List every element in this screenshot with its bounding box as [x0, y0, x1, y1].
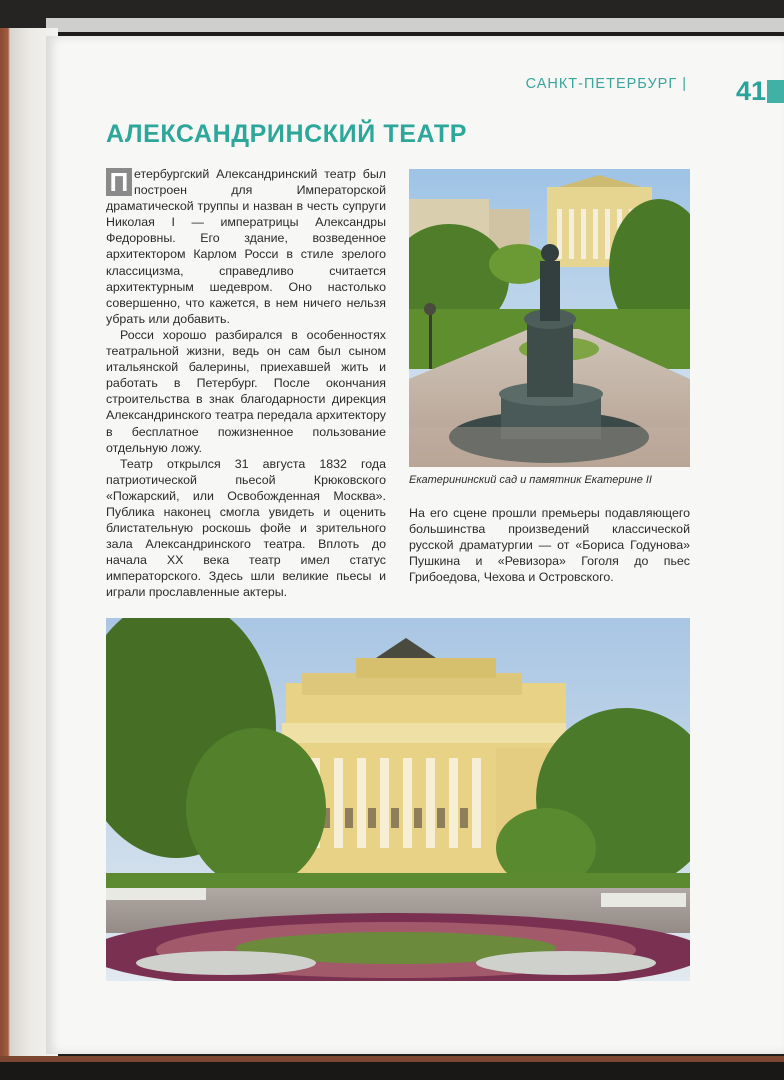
paragraph-1 [106, 166, 386, 327]
page-number: 41 [736, 76, 767, 106]
running-head: САНКТ-ПЕТЕРБУРГ | [525, 76, 687, 92]
article-title: АЛЕКСАНДРИНСКИЙ ТЕАТР [106, 120, 468, 148]
paragraph-2: Росси хорошо разбирался в особенностях театральной жизни, ведь он сам был сыном итальянской балерины, приехавшей жить и работать в Петербург. После окончания строительства в знак благодарности дирекция Александринского театра передала архитектору в бесплатное пожизненное пользование отдельную ложу. [106, 327, 386, 455]
text-column-left [106, 166, 386, 601]
paragraph-1-text: етербургский Александринский театр был построен для Императорской драматической труппы и назван в честь супруги Николая I — императрицы Александры Федоровны. Его здание, возведенное архитектором Карлом Росси в стиле зрелого классицизма, справедливо считается архитектурным шедевром. Оно настолько совершенно, что кажется, в нем ничего нельзя убрать или добавить. [106, 167, 386, 326]
drop-cap: П [106, 168, 132, 196]
scan-bottom-border [0, 1056, 784, 1080]
paragraph-4: На его сцене прошли премьеры подавляющего большинства произведений классической русской драматургии — от «Бориса Годунова» Пушкина и «Ревизора» Гоголя до пьес Грибоедова, Чехова и Островского. [409, 506, 690, 585]
page-tab-marker [767, 80, 784, 103]
photo-catherine-garden [409, 169, 690, 467]
text-column-right [409, 505, 690, 585]
photo-alexandrinsky-theatre [106, 618, 690, 981]
paragraph-3: Театр открылся 31 августа 1832 года патриотической пьесой Крюковского «Пожарский, или Освобожденная Москва». Публика наконец смогла увидеть и оценить блистательную роскошь фойе и зрительного зала Александринского театра. Вплоть до начала XX века театр имел статус императорского. Здесь шли великие пьесы и играли прославленные актеры. [106, 456, 386, 600]
scan-top-border [0, 0, 784, 30]
photo-caption-top: Екатерининский сад и памятник Екатерине II [409, 474, 652, 486]
